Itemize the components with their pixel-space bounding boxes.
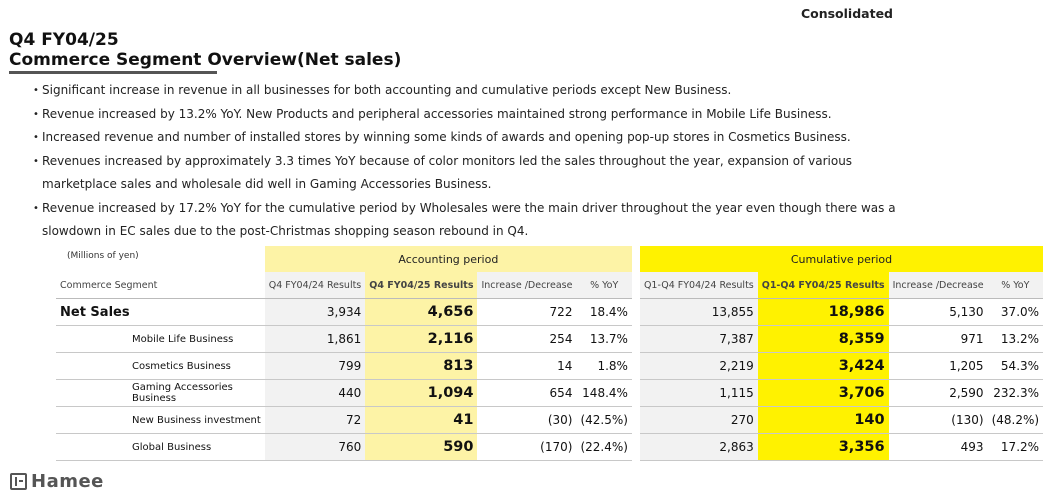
- table-row: [56, 326, 1043, 353]
- bullet-item: • Revenue increased by 13.2% YoY. New Products and peripheral accessories maintained strong performance in Mobile Life Business.: [33, 103, 898, 127]
- cell-inc: 722: [477, 299, 576, 326]
- col-q4-prev: Q4 FY04/24 Results: [265, 272, 366, 299]
- cell-inc: (30): [477, 407, 576, 434]
- cell-inc: (170): [477, 434, 576, 461]
- accounting-period-header: Accounting period: [265, 246, 632, 272]
- page-title: Commerce Segment Overview(Net sales): [9, 50, 402, 70]
- consolidated-label: Consolidated: [800, 6, 893, 21]
- cell-yoy: 1.8%: [576, 353, 631, 380]
- cell-cum-inc: 5,130: [889, 299, 988, 326]
- cell-cum-prev: 1,115: [640, 380, 758, 407]
- cell-yoy: 148.4%: [576, 380, 631, 407]
- col-cum-cur: Q1-Q4 FY04/25 Results: [758, 272, 889, 299]
- cell-cum-inc: 971: [889, 326, 988, 353]
- row-label: New Business investment: [56, 407, 265, 434]
- segment-label: [56, 272, 265, 299]
- cell-cum-cur: 18,986: [758, 299, 889, 326]
- row-label: Mobile Life Business: [56, 326, 265, 353]
- cell-q4-cur: 1,094: [365, 380, 477, 407]
- logo-text: Hamee: [31, 470, 104, 492]
- cell-q4-prev: 760: [265, 434, 366, 461]
- row-label: Cosmetics Business: [56, 353, 265, 380]
- segment-label-rest: Segment: [111, 279, 158, 291]
- unit-label: (Millions of yen): [67, 251, 139, 261]
- cell-inc: 654: [477, 380, 576, 407]
- cell-cum-yoy: 17.2%: [988, 434, 1043, 461]
- cell-q4-prev: 72: [265, 407, 366, 434]
- row-label: Global Business: [56, 434, 265, 461]
- cell-q4-prev: 1,861: [265, 326, 366, 353]
- bullet-item: • Revenue increased by 17.2% YoY for the cumulative period by Wholesales were the main driver throughout the year even though there was a slowdown in EC sales due to the post-Christmas shopping season rebound in Q4.: [33, 197, 898, 244]
- cell-cum-yoy: 37.0%: [988, 299, 1043, 326]
- cell-cum-inc: 2,590: [889, 380, 988, 407]
- cell-cum-cur: 8,359: [758, 326, 889, 353]
- segment-table: [56, 246, 1043, 461]
- cell-q4-cur: 590: [365, 434, 477, 461]
- cell-q4-cur: 4,656: [365, 299, 477, 326]
- row-label: Net Sales: [56, 299, 265, 326]
- cell-cum-yoy: (48.2%): [988, 407, 1043, 434]
- cell-q4-cur: 813: [365, 353, 477, 380]
- bullet-item: • Increased revenue and number of installed stores by winning some kinds of awards and opening pop-up stores in Cosmetics Business.: [33, 126, 898, 150]
- title-block: [9, 30, 401, 70]
- cell-cum-prev: 2,863: [640, 434, 758, 461]
- table-row: [56, 407, 1043, 434]
- table-row: [56, 434, 1043, 461]
- page-title-period: Q4 FY04/25: [9, 30, 119, 50]
- cell-cum-prev: 2,219: [640, 353, 758, 380]
- col-yoy: % YoY: [576, 272, 631, 299]
- col-cum-inc: Increase /Decrease: [889, 272, 988, 299]
- cell-cum-cur: 3,424: [758, 353, 889, 380]
- table-row: [56, 299, 1043, 326]
- cell-cum-yoy: 232.3%: [988, 380, 1043, 407]
- cell-q4-cur: 41: [365, 407, 477, 434]
- cell-q4-prev: 799: [265, 353, 366, 380]
- cell-cum-prev: 7,387: [640, 326, 758, 353]
- cell-cum-yoy: 54.3%: [988, 353, 1043, 380]
- cell-cum-cur: 140: [758, 407, 889, 434]
- cell-yoy: 18.4%: [576, 299, 631, 326]
- segment-label-bold: Commerce: [60, 279, 112, 291]
- cell-cum-inc: 493: [889, 434, 988, 461]
- corner-cell: [56, 246, 265, 272]
- cell-cum-yoy: 13.2%: [988, 326, 1043, 353]
- cell-cum-inc: 1,205: [889, 353, 988, 380]
- cumulative-period-header: Cumulative period: [640, 246, 1043, 272]
- cell-inc: 254: [477, 326, 576, 353]
- cell-yoy: (42.5%): [576, 407, 631, 434]
- col-q4-cur: Q4 FY04/25 Results: [365, 272, 477, 299]
- cell-cum-cur: 3,356: [758, 434, 889, 461]
- bullet-item: • Significant increase in revenue in all businesses for both accounting and cumulative periods except New Business.: [33, 79, 898, 103]
- bullet-item: • Revenues increased by approximately 3.3 times YoY because of color monitors led the sales throughout the year, expansion of various marketplace sales and wholesale did well in Gaming Accessories Business.: [33, 150, 898, 197]
- company-logo: [10, 471, 104, 491]
- col-cum-yoy: % YoY: [988, 272, 1043, 299]
- title-underline: [9, 71, 217, 74]
- col-inc: Increase /Decrease: [477, 272, 576, 299]
- row-label: Gaming Accessories Business: [56, 380, 265, 407]
- cell-inc: 14: [477, 353, 576, 380]
- col-cum-prev: Q1-Q4 FY04/24 Results: [640, 272, 758, 299]
- cell-q4-prev: 440: [265, 380, 366, 407]
- cell-q4-prev: 3,934: [265, 299, 366, 326]
- table-row: [56, 353, 1043, 380]
- cell-yoy: (22.4%): [576, 434, 631, 461]
- cell-cum-prev: 270: [640, 407, 758, 434]
- cell-yoy: 13.7%: [576, 326, 631, 353]
- summary-bullets: [33, 79, 898, 244]
- cell-q4-cur: 2,116: [365, 326, 477, 353]
- cell-cum-prev: 13,855: [640, 299, 758, 326]
- cell-cum-inc: (130): [889, 407, 988, 434]
- hamee-logo-icon: [10, 473, 27, 490]
- table-row: [56, 380, 1043, 407]
- cell-cum-cur: 3,706: [758, 380, 889, 407]
